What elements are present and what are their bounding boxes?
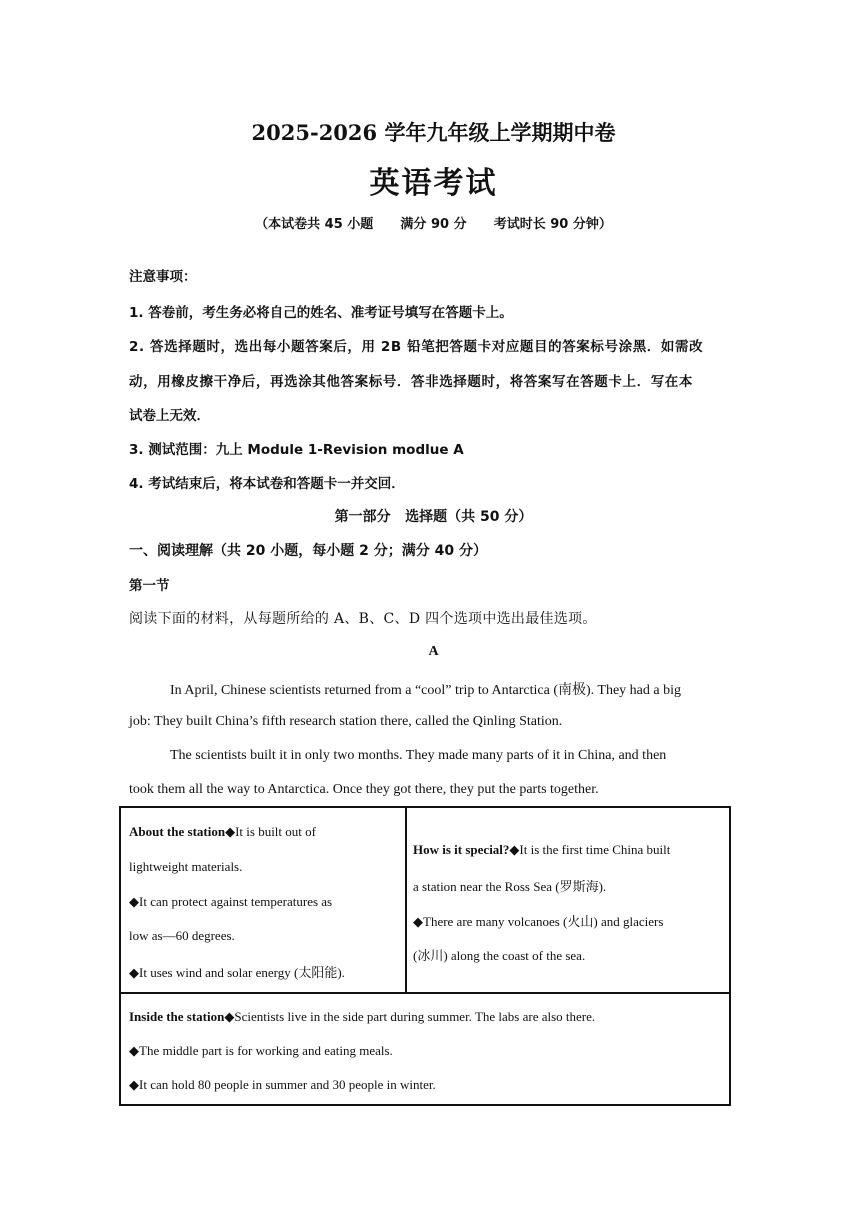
special-text-1: ◆It is the first time China built — [509, 842, 671, 857]
notice-item-3: 3. 测试范围：九上 Module 1-Revision modlue A — [129, 442, 464, 458]
passage-paragraph-1-line-2: job: They built China’s fifth research station there, called the Qinling Station. — [129, 714, 563, 729]
special-cell-line-4: (冰川) along the coast of the sea. — [413, 948, 586, 963]
station-info-table — [119, 806, 731, 1106]
passage-paragraph-2-line-2: took them all the way to Antarctica. Once they got there, they put the parts together. — [129, 782, 599, 797]
inside-cell-line-3: ◆It can hold 80 people in summer and 30 people in winter. — [129, 1077, 436, 1092]
notice-item-4: 4. 考试结束后，将本试卷和答题卡一并交回． — [129, 476, 405, 492]
section-heading: 一、阅读理解（共 20 小题，每小题 2 分；满分 40 分） — [129, 543, 487, 559]
exam-info: （本试卷共 45 小题 满分 90 分 考试时长 90 分钟） — [255, 217, 612, 232]
inside-cell-line-2: ◆The middle part is for working and eating meals. — [129, 1043, 393, 1058]
inside-cell-line-1 — [129, 1009, 595, 1025]
subject-title: 英语考试 — [369, 166, 498, 201]
about-cell-line-3: ◆It can protect against temperatures as — [129, 894, 333, 909]
notice-item-2-line-2: 动，用橡皮擦干净后，再选涂其他答案标号．答非选择题时，将答案写在答题卡上．写在本 — [129, 374, 693, 390]
notice-heading: 注意事项： — [129, 269, 197, 285]
instruction-text: 阅读下面的材料，从每题所给的 A、B、C、D 四个选项中选出最佳选项。 — [129, 611, 597, 627]
about-text-1: ◆It is built out of — [225, 824, 316, 839]
passage-label: A — [428, 644, 439, 659]
part-title: 第一部分 选择题（共 50 分） — [334, 509, 533, 525]
table-horizontal-divider — [121, 992, 729, 994]
special-heading: How is it special? — [413, 842, 510, 857]
about-cell-line-1 — [129, 824, 316, 840]
notice-item-2-line-3: 试卷上无效． — [129, 408, 210, 424]
about-cell-line-4: low as—60 degrees. — [129, 928, 235, 943]
notice-item-1: 1. 答卷前，考生务必将自己的姓名、准考证号填写在答题卡上。 — [129, 305, 513, 321]
notice-item-2-line-1: 2. 答选择题时，选出每小题答案后，用 2B 铅笔把答题卡对应题目的答案标号涂黑．如需改 — [129, 339, 704, 355]
inside-heading: Inside the station — [129, 1009, 225, 1024]
subsection-label: 第一节 — [129, 578, 170, 594]
passage-paragraph-1-line-1: In April, Chinese scientists returned from a “cool” trip to Antarctica (南极). They had a big — [170, 683, 681, 698]
about-cell-line-2: lightweight materials. — [129, 859, 243, 874]
table-vertical-divider — [405, 808, 407, 992]
inside-text-1: ◆Scientists live in the side part during summer. The labs are also there. — [224, 1009, 596, 1024]
passage-paragraph-2-line-1: The scientists built it in only two months. They made many parts of it in China, and then — [170, 748, 667, 763]
special-cell-line-1 — [413, 842, 670, 858]
exam-title: 2025-2026 学年九年级上学期期中卷 — [251, 120, 616, 145]
special-cell-line-2: a station near the Ross Sea (罗斯海). — [413, 879, 607, 894]
special-cell-line-3: ◆There are many volcanoes (火山) and glaciers — [413, 914, 664, 929]
about-heading: About the station — [129, 824, 226, 839]
about-cell-line-5: ◆It uses wind and solar energy (太阳能). — [129, 965, 345, 980]
